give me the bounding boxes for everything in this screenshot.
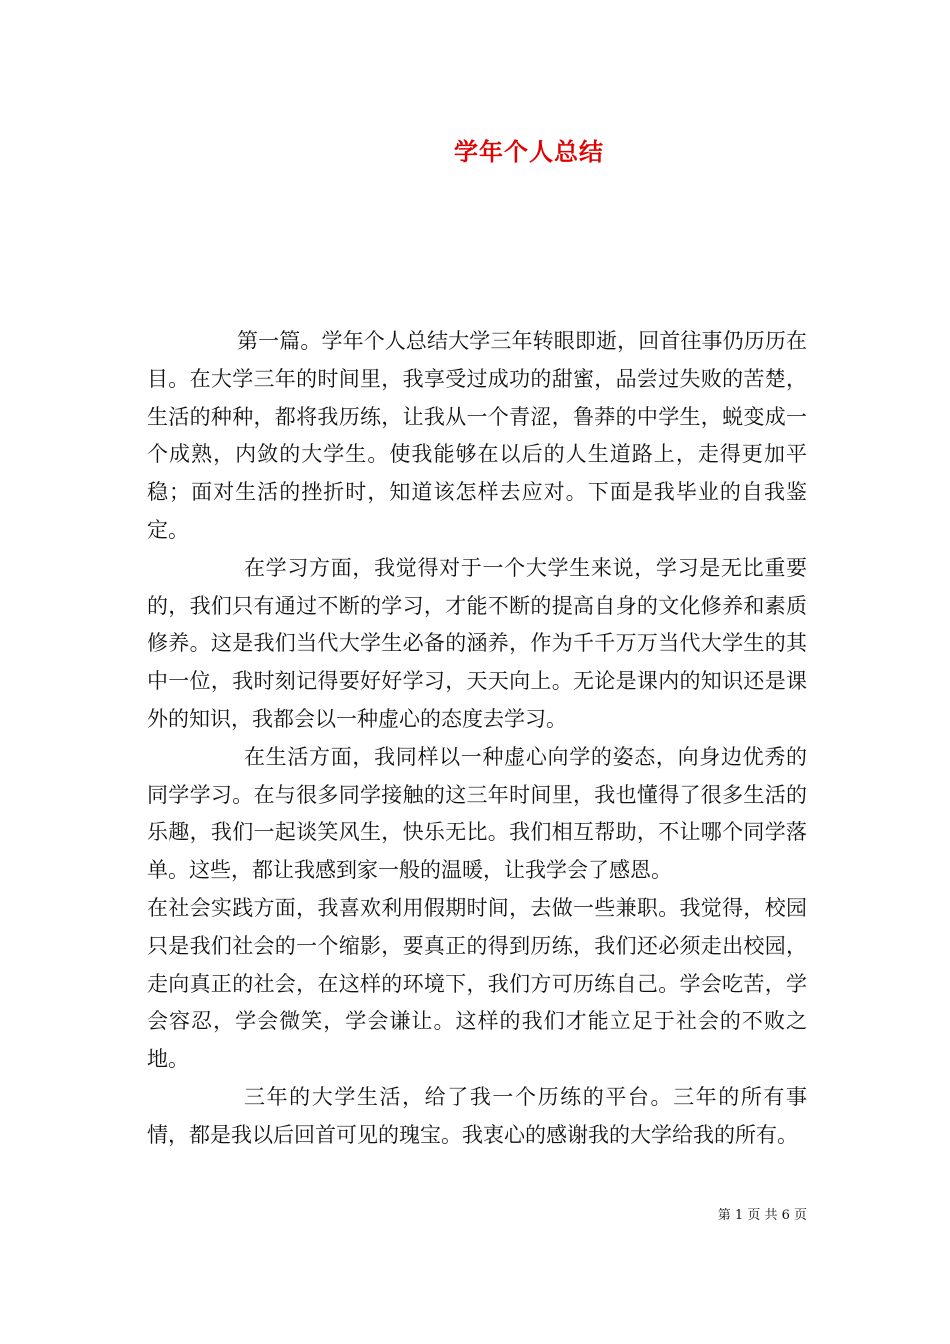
page-number-footer: 第 1 页 共 6 页: [717, 1208, 807, 1223]
paragraph-intro: 第一篇。学年个人总结大学三年转眼即逝，回首往事仍历历在目。在大学三年的时间里，我享受过成功的甜蜜，品尝过失败的苦楚，生活的种种，都将我历练，让我从一个青涩，鲁莽的中学生，蜕变成一个成熟，内敛的大学生。使我能够在以后的人生道路上，走得更加平稳；面对生活的挫折时，知道该怎样去应对。下面是我毕业的自我鉴定。: [147, 329, 807, 542]
page-title: 学年个人总结: [454, 137, 604, 166]
paragraph-study: 在学习方面，我觉得对于一个大学生来说，学习是无比重要的，我们只有通过不断的学习，才能不断的提高自身的文化修养和素质修养。这是我们当代大学生必备的涵养，作为千千万万当代大学生的其中一位，我时刻记得要好好学习，天天向上。无论是课内的知识还是课外的知识，我都会以一种虚心的态度去学习。: [147, 555, 807, 731]
document-body: [147, 323, 807, 1155]
paragraph-conclusion: 三年的大学生活，给了我一个历练的平台。三年的所有事情，都是我以后回首可见的瑰宝。我衷心的感谢我的大学给我的所有。: [147, 1084, 807, 1147]
paragraph-social-practice: 在社会实践方面，我喜欢利用假期时间，去做一些兼职。我觉得，校园只是我们社会的一个缩影，要真正的得到历练，我们还必须走出校园，走向真正的社会，在这样的环境下，我们方可历练自己。学会吃苦，学会容忍，学会微笑，学会谦让。这样的我们才能立足于社会的不败之地。: [147, 895, 807, 1072]
paragraph-life: 在生活方面，我同样以一种虚心向学的姿态，向身边优秀的同学学习。在与很多同学接触的这三年时间里，我也懂得了很多生活的乐趣，我们一起谈笑风生，快乐无比。我们相互帮助，不让哪个同学落单。这些，都让我感到家一般的温暖，让我学会了感恩。: [147, 744, 807, 883]
